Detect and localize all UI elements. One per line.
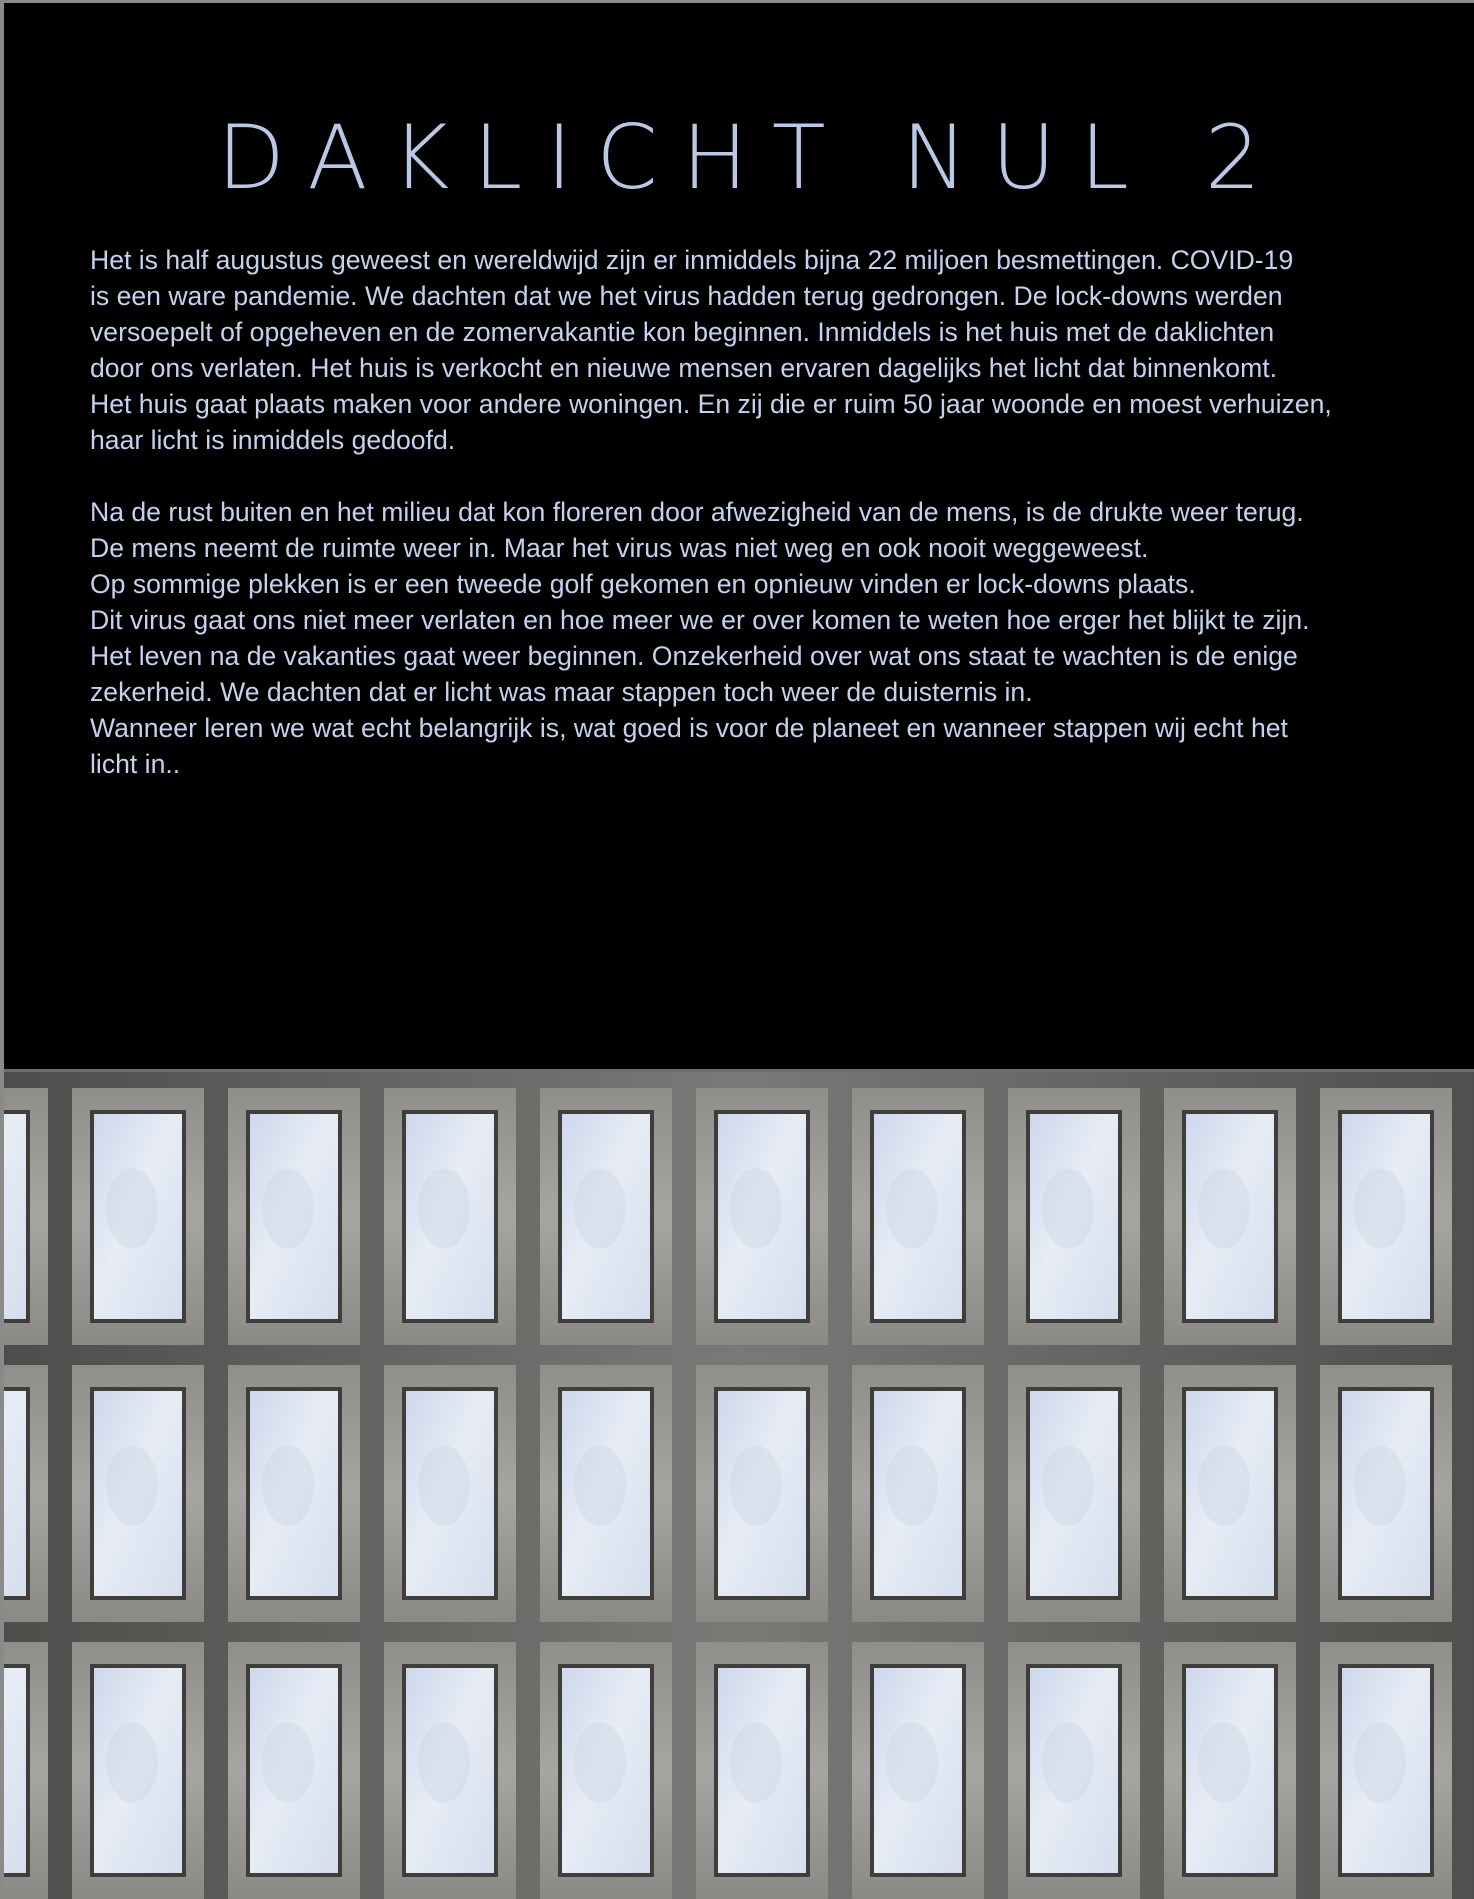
skylight-glass bbox=[4, 1114, 26, 1319]
skylight-reflection bbox=[730, 1446, 782, 1526]
skylight-reflection bbox=[886, 1169, 938, 1249]
skylight-reflection bbox=[1354, 1446, 1406, 1526]
skylight-reflection bbox=[1198, 1169, 1250, 1249]
skylight-reflection bbox=[574, 1723, 626, 1803]
skylight-reflection bbox=[106, 1169, 158, 1249]
page bbox=[4, 3, 1474, 1899]
skylight-reflection bbox=[1042, 1723, 1094, 1803]
skylight-reflection bbox=[730, 1723, 782, 1803]
text-section bbox=[4, 3, 1474, 1069]
skylight-reflection bbox=[262, 1169, 314, 1249]
paragraph-2: Na de rust buiten en het milieu dat kon floreren door afwezigheid van de mens, is de drukte weer terug. De mens neemt de ruimte weer in. Maar het virus was niet weg en ook nooit weggeweest. Op sommige plekken is er een tweede golf gekomen en opnieuw vinden er lock-downs plaats. Dit virus gaat ons niet meer verlaten en hoe meer we er over komen te weten hoe erger het blijkt te zijn. Het leven na de vakanties gaat weer beginnen. Onzekerheid over wat ons staat te wachten is de enige zekerheid. We dachten dat er licht was maar stappen toch weer de duisternis in. Wanneer leren we wat echt belangrijk is, wat goed is voor de planeet en wanneer stappen wij echt het licht in.. bbox=[90, 497, 1310, 779]
skylight-reflection bbox=[574, 1446, 626, 1526]
skylight-reflection bbox=[418, 1723, 470, 1803]
skylight-reflection bbox=[886, 1446, 938, 1526]
skylight-reflection bbox=[574, 1169, 626, 1249]
paragraph-1: Het is half augustus geweest en wereldwijd zijn er inmiddels bijna 22 miljoen besmettingen. COVID-19 is een ware pandemie. We dachten dat we het virus hadden terug gedrongen. De lock-downs werden versoepelt of opgeheven en de zomervakantie kon beginnen. Inmiddels is het huis met de daklichten door ons verlaten. Het huis is verkocht en nieuwe mensen ervaren dagelijks het licht dat binnenkomt. Het huis gaat plaats maken voor andere woningen. En zij die er ruim 50 jaar woonde en moest verhuizen, haar licht is inmiddels gedoofd. bbox=[90, 245, 1332, 455]
skylight-grid bbox=[4, 1072, 1474, 1899]
skylight-reflection bbox=[1042, 1446, 1094, 1526]
body-text bbox=[90, 242, 1400, 782]
skylight-glass bbox=[4, 1668, 26, 1873]
skylight-reflection bbox=[262, 1723, 314, 1803]
skylight-photo bbox=[4, 1069, 1474, 1899]
skylight-reflection bbox=[730, 1169, 782, 1249]
skylight-reflection bbox=[1354, 1723, 1406, 1803]
skylight-reflection bbox=[106, 1723, 158, 1803]
skylight-reflection bbox=[1042, 1169, 1094, 1249]
skylight-reflection bbox=[418, 1446, 470, 1526]
skylight-reflection bbox=[1354, 1169, 1406, 1249]
page-title: DAKLICHT NUL 2 bbox=[217, 106, 1285, 209]
skylight-reflection bbox=[106, 1446, 158, 1526]
skylight-reflection bbox=[418, 1169, 470, 1249]
skylight-reflection bbox=[262, 1446, 314, 1526]
skylight-reflection bbox=[886, 1723, 938, 1803]
skylight-reflection bbox=[1198, 1446, 1250, 1526]
skylight-reflection bbox=[1198, 1723, 1250, 1803]
skylight-glass bbox=[4, 1391, 26, 1596]
